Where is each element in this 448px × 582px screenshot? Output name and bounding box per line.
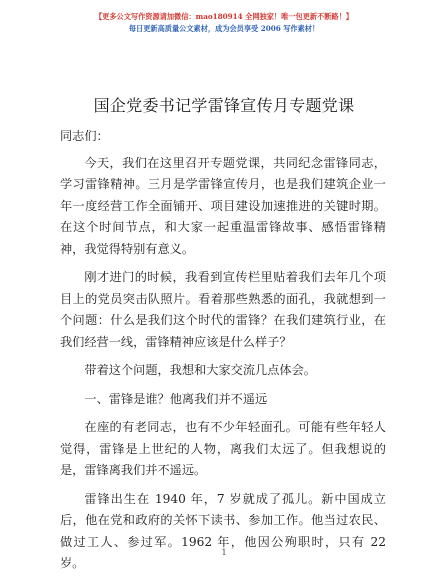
paragraph: 刚才进门的时候，我看到宣传栏里贴着我们去年几个项目上的党员突击队照片。看着那些熟悉的面孔，我就想到一个问题：什么是我们这个时代的雷锋？在我们建筑行业，在我们经营一线，雷锋精神应该是什么样子？ [60,270,386,349]
paragraph: 带着这个问题，我想和大家交流几点体会。 [84,363,316,377]
promo-banner-line-2: 每日更新高质量公文素材，成为会员享受 2006 写作素材！ [128,24,320,33]
page-number: 1 [221,548,227,557]
salutation: 同志们： [60,129,109,143]
paragraph: 今天，我们在这里召开专题党课，共同纪念雷锋同志，学习雷锋精神。三月是学雷锋宣传月，也是我们建筑企业一年一度经营工作全面铺开、项目建设加速推进的关键时期。在这个时间节点，和大家一起重温雷锋故事、感悟雷锋精神，我觉得特别有意义。 [60,155,386,256]
section-heading: 一、雷锋是谁？他离我们并不遥远 [84,391,268,406]
paragraph: 雷锋出生在 1940 年，7 岁就成了孤儿。新中国成立后，他在党和政府的关怀下读书、参加工作。他当过农民、做过工人、参过军。1962 年，他因公殉职时，只有 22 岁。 [60,491,386,570]
document-body [60,126,386,582]
document-title: 国企党委书记学雷锋宣传月专题党课 [93,96,355,115]
promo-banner-line-1: 【更多公文写作资源请加微信：mao180914 全网独家！唯一包更新不断路！】 [94,12,353,21]
paragraph: 在座的有老同志，也有不少年轻面孔。可能有些年轻人觉得，雷锋是上世纪的人物，离我们太远了。但我想说的是，雷锋离我们并不遥远。 [60,420,386,477]
